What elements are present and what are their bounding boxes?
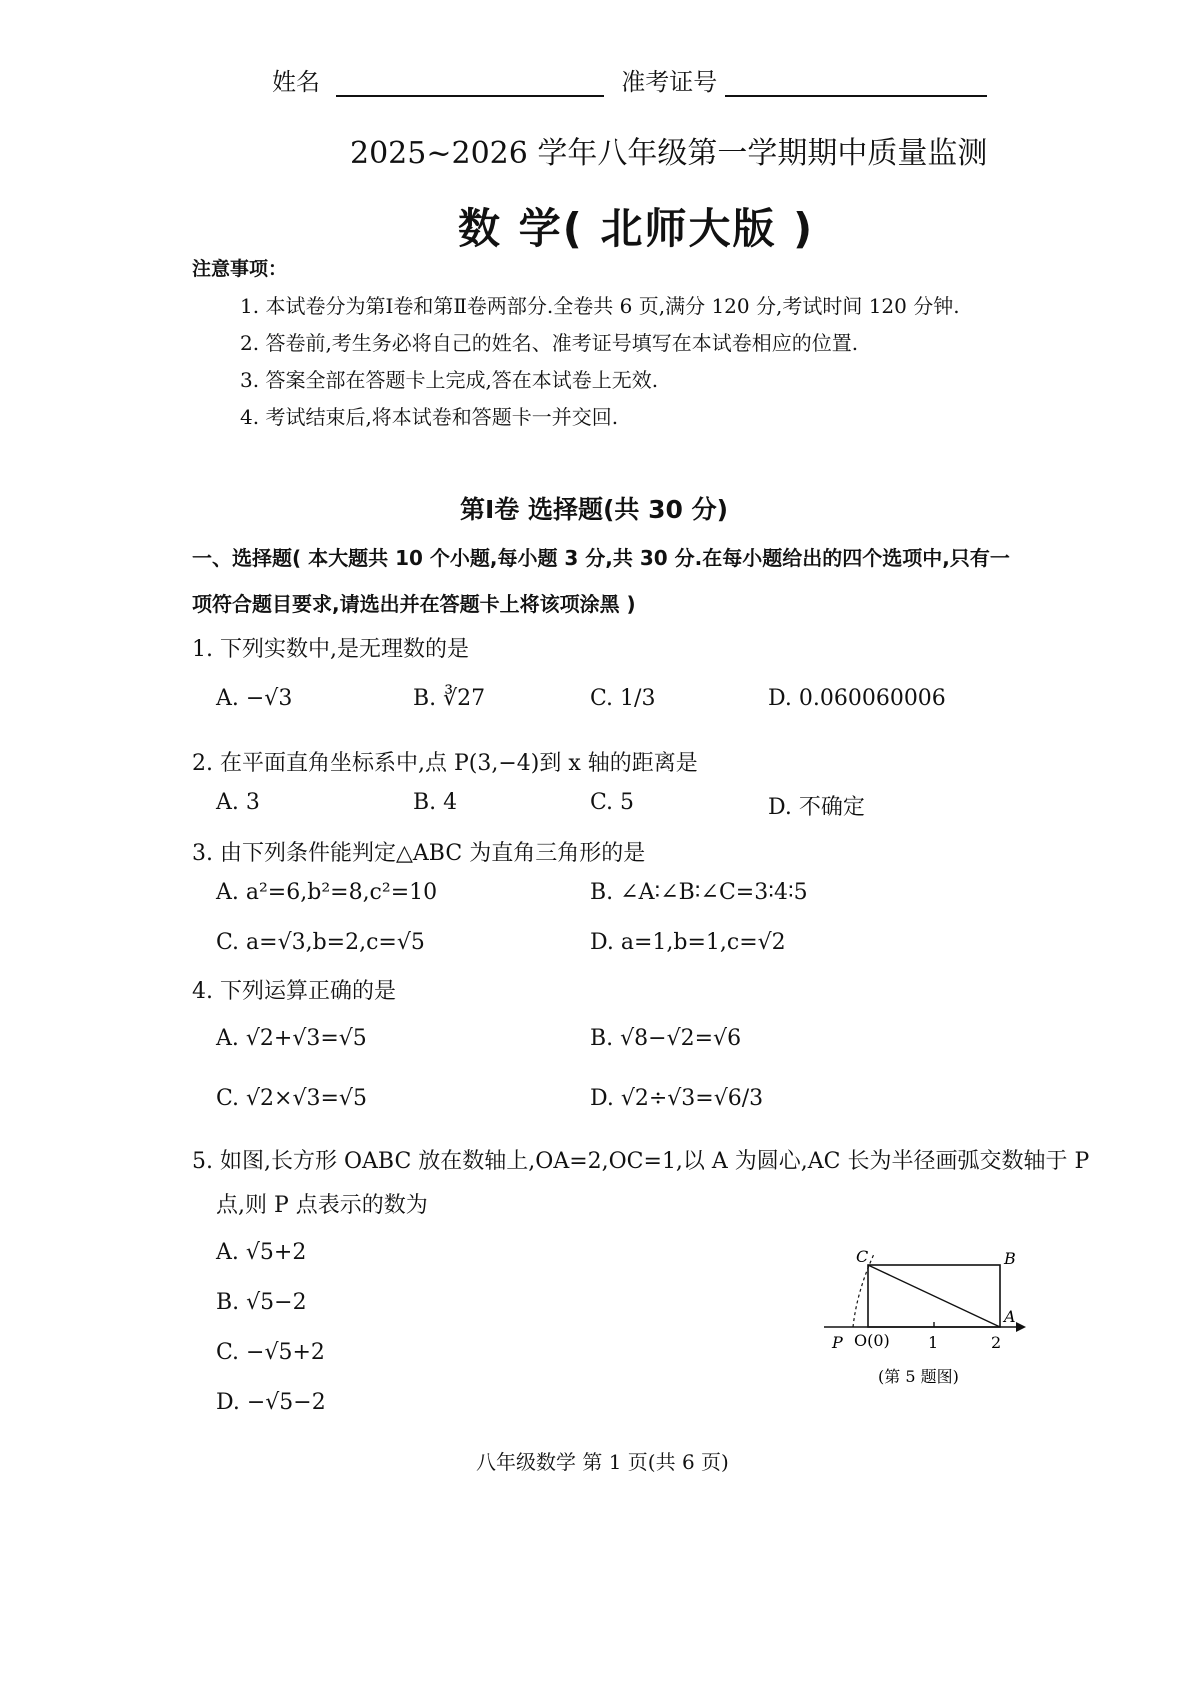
q4-option-b: B. √8−√2=√6 [590,1026,742,1051]
label-1: 1 [928,1333,939,1352]
label-2: 2 [991,1333,1002,1352]
q5-option-b: B. √5−2 [216,1290,307,1315]
question-5-stem-line1: 5. 如图,长方形 OABC 放在数轴上,OA=2,OC=1,以 A 为圆心,AC 长为半径画弧交数轴于 P [192,1149,1090,1174]
question-4-stem: 4. 下列运算正确的是 [192,979,396,1004]
q1-option-c: C. 1/3 [590,686,656,711]
axis-arrow [1016,1322,1026,1332]
q2-option-b: B. 4 [413,790,458,815]
subject-title: 数 学( 北师大版 ) [458,204,815,253]
q5-option-c: C. −√5+2 [216,1340,325,1365]
q3-option-b: B. ∠A∶∠B∶∠C=3∶4∶5 [590,880,808,905]
q4-option-a: A. √2+√3=√5 [216,1026,367,1051]
section-title: 第Ⅰ卷 选择题(共 30 分) [460,495,729,524]
section-instruction-2: 项符合题目要求,请选出并在答题卡上将该项涂黑 ) [192,592,636,616]
notice-item-2: 2. 答卷前,考生务必将自己的姓名、准考证号填写在本试卷相应的位置. [240,331,859,355]
notice-heading: 注意事项： [192,258,288,280]
figure-5-caption: (第 5 题图) [878,1367,959,1386]
name-blank [336,69,604,97]
q2-option-a: A. 3 [216,790,260,815]
exam-id-label: 准考证号 [621,68,718,96]
label-a: A [1004,1307,1016,1326]
q4-option-d: D. √2÷√3=√6/3 [590,1086,764,1111]
q4-option-c: C. √2×√3=√5 [216,1086,367,1111]
notice-item-3: 3. 答案全部在答题卡上完成,答在本试卷上无效. [240,368,659,392]
question-3-stem: 3. 由下列条件能判定△ABC 为直角三角形的是 [192,841,646,866]
q3-option-a: A. a²=6,b²=8,c²=10 [216,880,438,905]
label-b: B [1004,1249,1016,1268]
q3-option-c: C. a=√3,b=2,c=√5 [216,930,425,955]
name-field [272,62,987,97]
label-o: O(0) [854,1331,890,1350]
q1-option-d: D. 0.060060006 [768,686,946,711]
section-instruction-1: 一、选择题( 本大题共 10 个小题,每小题 3 分,共 30 分.在每小题给出的四个选项中,只有一 [192,546,1010,570]
question-2-stem: 2. 在平面直角坐标系中,点 P(3,−4)到 x 轴的距离是 [192,751,698,776]
figure-5-diagram [820,1236,1030,1396]
q5-option-a: A. √5+2 [216,1240,307,1265]
page-footer: 八年级数学 第 1 页(共 6 页) [476,1450,729,1474]
exam-id-blank [725,69,987,97]
q3-option-d: D. a=1,b=1,c=√2 [590,930,786,955]
q2-option-d: D. 不确定 [768,795,865,820]
q2-option-c: C. 5 [590,790,635,815]
diagonal-ac [868,1265,1000,1327]
name-label: 姓名 [272,68,320,96]
question-5-stem-line2: 点,则 P 点表示的数为 [216,1193,428,1218]
notice-item-1: 1. 本试卷分为第Ⅰ卷和第Ⅱ卷两部分.全卷共 6 页,满分 120 分,考试时间 120 分钟. [240,294,960,318]
exam-title: 2025~2026 学年八年级第一学期期中质量监测 [350,136,988,171]
q1-option-a: A. −√3 [216,686,293,711]
label-p: P [832,1333,843,1352]
label-c: C [856,1247,869,1266]
q1-option-b: B. ∛27 [413,686,486,711]
notice-item-4: 4. 考试结束后,将本试卷和答题卡一并交回. [240,405,619,429]
q5-option-d: D. −√5−2 [216,1390,326,1415]
question-1-stem: 1. 下列实数中,是无理数的是 [192,637,469,662]
